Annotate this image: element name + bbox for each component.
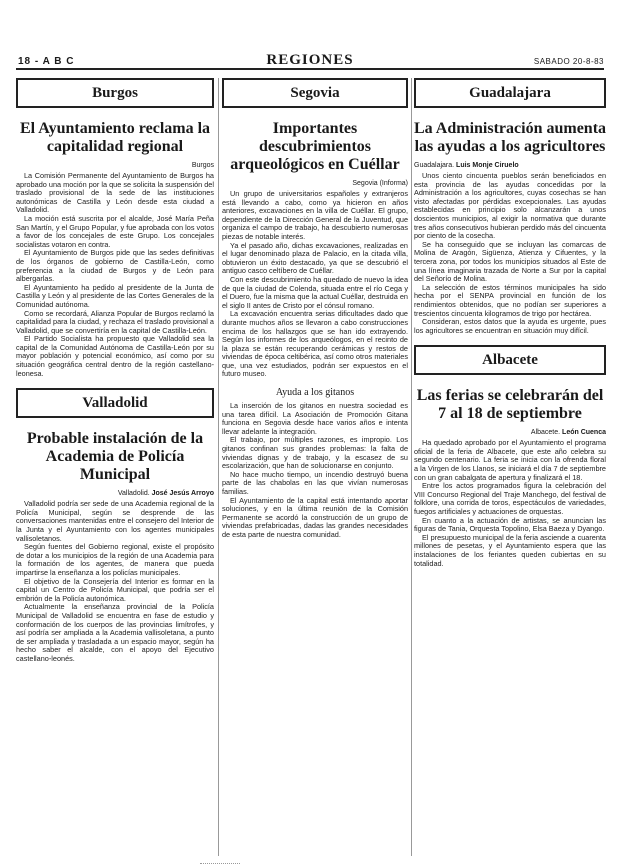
paragraph: No hace mucho tiempo, un incendio destruyó buena parte de las chabolas en las que vivían numerosas familias. <box>222 469 408 496</box>
paragraph: Consideran, estos datos que la ayuda es urgente, pues los agricultores se encuentran en situación muy difícil. <box>414 317 606 335</box>
column-left <box>16 78 214 858</box>
byline-burgos: Burgos <box>191 162 214 169</box>
column-middle <box>222 78 408 858</box>
paragraph: El presupuesto municipal de la feria asciende a cuarenta millones de pesetas, y el Ayuntamiento espera que las instalaciones de los feriantes queden cubiertas en su totalidad. <box>414 532 606 568</box>
paragraph: Como se recordará, Alianza Popular de Burgos reclamó la capitalidad para la ciudad, y rechaza el traslado provisional a Valladolid, que se convertiría en la capital de Castilla-León. <box>16 308 214 335</box>
region-label-guadalajara: Guadalajara <box>414 78 606 108</box>
region-label-segovia: Segovia <box>222 78 408 108</box>
byline-valladolid: Valladolid. José Jesús Arroyo <box>117 490 214 498</box>
page-ref: 18 - A B C <box>18 56 75 67</box>
headline-burgos: El Ayuntamiento reclama la capitalidad regional <box>19 120 211 155</box>
paragraph: Con este descubrimiento ha quedado de nuevo la idea de que la ciudad de Colenda, situada entre el río Cega y el Duero, fue la misma que la actual Cuéllar, destruida en el siglo II antes de Cristo por el cónsul romano. <box>222 274 408 310</box>
paragraph: El trabajo, por múltiples razones, es impropio. Los gitanos confinan sus grandes problemas: la falta de viviendas dignas y de trabajo, y la escasez de su escolarización, que han de solucionarse en conjunto. <box>222 435 408 471</box>
headline-albacete: Las ferias se celebrarán del 7 al 18 de septiembre <box>416 387 604 423</box>
paragraph: Se ha conseguido que se incluyan las comarcas de Molina de Aragón, Sigüenza, Atienza y Cifuentes, y la tercera zona, por todos los municipios situados al Este de una línea imaginaria trazada de Norte a Sur por la capital del Señorío de Molina. <box>414 239 606 284</box>
headline-guadalajara: La Administración aumenta las ayudas a los agricultores <box>414 120 606 155</box>
region-label-burgos: Burgos <box>16 78 214 108</box>
header-rule <box>16 68 604 70</box>
issue-date: SABADO 20-8-83 <box>533 57 604 66</box>
article-valladolid <box>16 388 214 663</box>
paragraph: Ya el pasado año, dichas excavaciones, realizadas en el lugar denominado plaza de Palacio, en la citada villa, obtuvieron un éxito destacado, ya que se descubrió el antiguo casco celtíbero de Cuéllar. <box>222 240 408 276</box>
paragraph: Valladolid podría ser sede de una Academia regional de la Policía Municipal, según se desprende de las conversaciones mantenidas entre el consejero del Interior de la Junta y el Ayuntamiento con los agentes municipales vallisoletanos. <box>16 499 214 543</box>
headline-gitanos: Ayuda a los gitanos <box>275 387 355 399</box>
article-segovia <box>222 78 408 379</box>
region-label-valladolid: Valladolid <box>16 388 214 418</box>
paragraph: El Ayuntamiento de Burgos pide que las sedes definitivas de los órganos de gobierno de Castilla-León, como preferencia a la ciudad de Burgos y de León para albergarlas. <box>16 248 214 284</box>
paragraph: Ha quedado aprobado por el Ayuntamiento el programa oficial de la feria de Albacete, que este año celebra su segundo centenario. La feria se inicia con la ofrenda floral a la Virgen de los Llanos, se iniciará el día 7 de septiembre con un gran cabalgata de apertura y finalizará el 18. <box>414 438 606 482</box>
paragraph: Un grupo de universitarios españoles y extranjeros está llevando a cabo, como ya hicieron en años anteriores, excavaciones en la villa de Cuéllar. El grupo, dependiente de la Dirección General de la Juventud, que organiza el campo de trabajo, ha descubierto numerosas piezas de notable interés. <box>222 189 408 241</box>
byline-albacete: Albacete. León Cuenca <box>530 429 606 437</box>
paragraph: Actualmente la enseñanza provincial de la Policía Municipal de Valladolid se encuentra en fase de estudio y conformación de los cuerpos de las provincias limítrofes, y así podría ser ampliada a la Academia vallisoletana, a punto de ser ampliada y trasladada a un espacio mayor, según ha hecho saber el alcalde, con el apoyo del Ejecutivo castellano-leonés. <box>16 602 214 663</box>
paragraph: El Partido Socialista ha propuesto que Valladolid sea la capital de la Comunidad Autónoma de Castilla-León por su mayor población y potencial económico, así como por su situación geográfica central dentro de la región castellano-leonesa. <box>16 334 214 378</box>
footer-rule <box>200 863 240 864</box>
article-gitanos <box>222 387 408 540</box>
article-burgos <box>16 78 214 378</box>
paragraph: En cuanto a la actuación de artistas, se anuncian las figuras de Tania, Orquesta Topolino, Elsa Baeza y Dyango. <box>414 515 606 534</box>
paragraph: La excavación encuentra serias dificultades dado que durante muchos años se llevaron a cabo construcciones encima de los hallazgos que se han ido extrayendo. Según los informes de los arqueólogos, en el recinto de la plaza se están recuperando cerámicas y restos de viviendas de época celtibérica, así como otros materiales que, una vez estudiados, podrán ser expuestos en el futuro museo. <box>222 309 408 379</box>
byline-guadalajara: Guadalajara. Luis Monje Ciruelo <box>414 162 519 169</box>
column-divider-2 <box>411 78 412 856</box>
paragraph: Según fuentes del Gobierno regional, existe el propósito de dotar a los municipios de la región de una Academia para la formación de los agentes, de manera que pueda impartirse la enseñanza a los policías municipales. <box>16 542 214 577</box>
paragraph: El objetivo de la Consejería del Interior es formar en la capital un Centro de Policía Municipal, que podría ser el embrión de la Policía autonómica. <box>16 576 214 603</box>
column-divider-1 <box>218 78 219 856</box>
article-albacete <box>414 345 606 568</box>
paragraph: La Comisión Permanente del Ayuntamiento de Burgos ha aprobado una moción por la que se solicita la suspensión del traslado provisional de la sede de las instituciones autonómicas de Castilla y León desde esta ciudad a Valladolid. <box>16 171 214 215</box>
region-label-albacete: Albacete <box>414 345 606 375</box>
paragraph: Entre los actos programados figura la celebración del VIII Concurso Regional del Traje Manchego, del festival de folklore, una corrida de toros, espectáculos de variedades, fuegos artificiales y actuaciones de orquestas. <box>414 481 606 517</box>
section-title: REGIONES <box>266 52 354 68</box>
paragraph: La moción está suscrita por el alcalde, José María Peña San Martín, y el Grupo Popular, y fue aprobada con los votos a favor de los concejales de este Grupo. Los concejales socialistas votaron en contra. <box>16 213 214 249</box>
paragraph: La inserción de los gitanos en nuestra sociedad es una tarea difícil. La Asociación de Promoción Gitana funciona en Segovia desde hace varios años e intenta llevar adelante la integración. <box>222 401 408 436</box>
column-right <box>414 78 606 858</box>
paragraph: La selección de estos términos municipales ha sido hecha por el SENPA provincial en función de los rendimientos obtenidos, que no podían ser superiores a trescientos cincuenta kilogramos de trigo por hectárea. <box>414 282 606 318</box>
paragraph: Unos ciento cincuenta pueblos serán beneficiados en esta provincia de las ayudas concedidas por la Administración a los agricultores, cuyas cosechas se han visto afectadas por pérdidas excepcionales. Las ayudas establecidas en principio solo alcanzarán a unos doscientos municipios, al exigir la normativa que durante tres años consecutivos hubieran perdido más del cincuenta por ciento de la cosecha. <box>414 171 606 241</box>
paragraph: El Ayuntamiento ha pedido al presidente de la Junta de Castilla y León y al presidente de las Cortes Generales de la Comunidad autónoma. <box>16 282 214 309</box>
byline-segovia: Segovia (Informa) <box>352 180 408 187</box>
paragraph: El Ayuntamiento de la capital está intentando aportar soluciones, y en la última reunión de la Comisión Permanente se acordó la construcción de un grupo de viviendas prefabricadas, dadas las grandes necesidades de esta parte de nuestra comunidad. <box>222 495 408 539</box>
headline-valladolid: Probable instalación de la Academia de Policía Municipal <box>26 430 204 484</box>
headline-segovia: Importantes descubrimientos arqueológicos en Cuéllar <box>230 120 400 173</box>
article-guadalajara <box>414 78 606 335</box>
